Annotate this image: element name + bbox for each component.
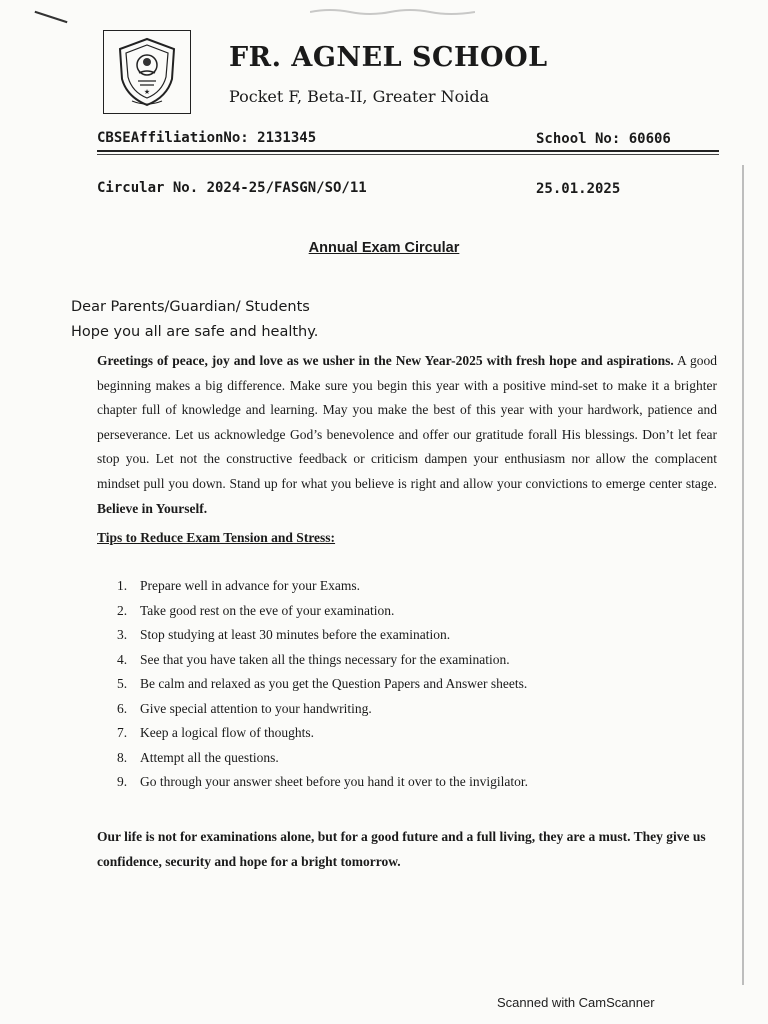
circular-title: Annual Exam Circular bbox=[308, 240, 460, 256]
school-address: Pocket F, Beta-II, Greater Noida bbox=[229, 87, 490, 106]
list-item: 3. Stop studying at least 30 minutes before the examination. bbox=[117, 627, 451, 642]
salutation: Dear Parents/Guardian/ Students bbox=[71, 299, 310, 315]
list-item: 4. See that you have taken all the things necessary for the examination. bbox=[117, 651, 510, 667]
school-logo bbox=[103, 30, 191, 114]
tips-heading: Tips to Reduce Exam Tension and Stress: bbox=[97, 530, 336, 545]
circular-number: Circular No. 2024-25/FASGN/SO/11 bbox=[97, 180, 367, 196]
header-divider-thin bbox=[97, 154, 719, 155]
closing-statement: Our life is not for examinations alone, but for a good future and a full living, they are a must. They give us confidence, security and hope for a bright tomorrow. bbox=[97, 829, 706, 869]
message-paragraph: A good beginning makes a big difference. Make sure you begin this year with a positive mind-set to make it a brighter chapter full of knowledge and learning. May you make the best of this year with your hardwork, patience and perseverance. Let us acknowledge God’s benevolence and offer our gratitude forall His blessings. Don’t let fear stop you. Let not the constructive feedback or criticism dampen your enthusiasm nor allow the complacent mindset pull you down. Stand up for what you believe is right and allow your convictions to emerge center stage. bbox=[97, 353, 717, 491]
school-number: School No: 60606 bbox=[536, 131, 671, 147]
tips-list bbox=[117, 578, 528, 799]
list-item: 1. Prepare well in advance for your Exams. bbox=[117, 578, 361, 593]
message-lead: Greetings of peace, joy and love as we usher in the New Year-2025 with fresh hope and aspirations. bbox=[97, 353, 674, 368]
greeting-line: Hope you all are safe and healthy. bbox=[71, 324, 319, 340]
affiliation-number: CBSEAffiliationNo: 2131345 bbox=[97, 130, 317, 146]
circular-date: 25.01.2025 bbox=[536, 181, 621, 197]
scan-artifact-left bbox=[35, 11, 68, 23]
list-item: 2. Take good rest on the eve of your examination. bbox=[117, 602, 395, 618]
list-item: 5. Be calm and relaxed as you get the Question Papers and Answer sheets. bbox=[117, 676, 528, 691]
message-closing: Believe in Yourself. bbox=[97, 500, 208, 516]
school-crest-icon bbox=[112, 35, 182, 109]
page-edge bbox=[742, 165, 744, 985]
list-item: 9. Go through your answer sheet before you hand it over to the invigilator. bbox=[117, 774, 529, 789]
school-name: FR. AGNEL SCHOOL bbox=[229, 42, 548, 73]
list-item: 6. Give special attention to your handwriting. bbox=[117, 700, 372, 716]
list-item: 7. Keep a logical flow of thoughts. bbox=[117, 725, 314, 740]
list-item: 8. Attempt all the questions. bbox=[117, 749, 279, 765]
svg-text:★: ★ bbox=[143, 88, 151, 96]
scan-artifact-top bbox=[310, 4, 475, 14]
header-divider bbox=[97, 150, 719, 152]
scanner-watermark: Scanned with CamScanner bbox=[497, 995, 655, 1010]
message-body bbox=[97, 349, 717, 521]
